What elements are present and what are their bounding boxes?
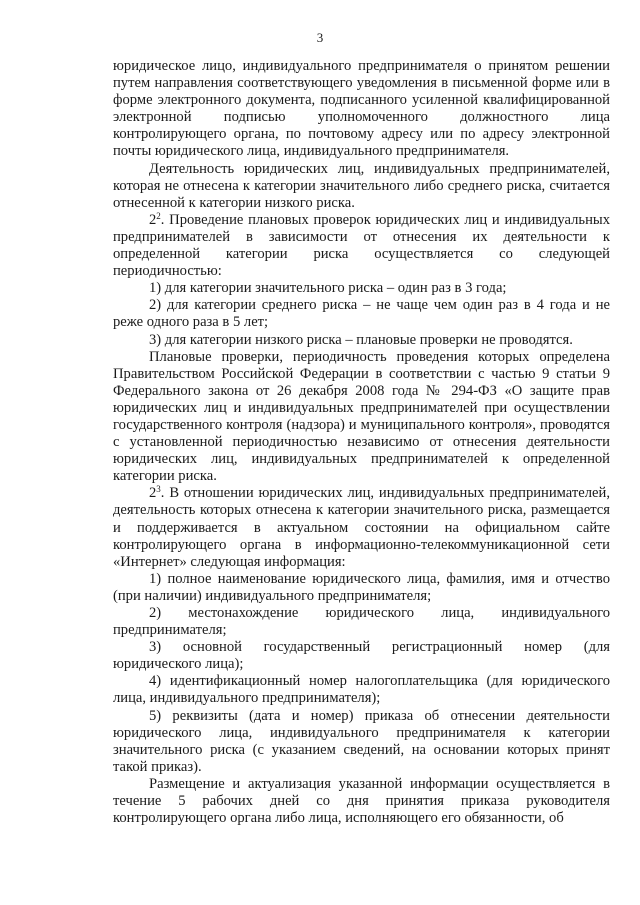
info-item-3: 3) основной государственный регистрационный номер (для юридического лица); xyxy=(113,639,610,673)
list-item-1: 1) для категории значительного риска – один раз в 3 года; xyxy=(149,280,507,297)
paragraph-notification: юридическое лицо, индивидуального предпринимателя о принятом решении путем направления соответствующего уведомления в письменной форме или в форме электронного документа, подписанного усиленной квалифицированной электронной подписью уполномоченного должностного лица контролирующего органа, по почтовому адресу или по адресу электронной почты юридического лица, индивидуального предпринимателя. xyxy=(113,58,610,160)
clause-text: . Проведение плановых проверок юридических лиц и индивидуальных предпринимателей в зависимости от отнесения их деятельности к определенной категории риска осуществляется со следующей периодичностью: xyxy=(113,211,610,280)
info-item-4: 4) идентификационный номер налогоплательщика (для юридического лица, индивидуального предпринимателя); xyxy=(113,673,610,707)
info-item-1: 1) полное наименование юридического лица, фамилия, имя и отчество (при наличии) индивидуального предпринимателя; xyxy=(113,570,610,604)
paragraph-planned-inspections: Плановые проверки, периодичность проведения которых определена Правительством Российской Федерации в соответствии с частью 9 статьи 9 Федерального закона от 26 декабря 2008 года № 294-ФЗ «О защите прав юридических лиц и индивидуальных предпринимателей при осуществлении государственного контроля (надзора) и муниципального контроля», проводятся с установленной периодичностью независимо от отнесения деятельности юридических лиц, индивидуальных предпринимателей к определенной категории риска. xyxy=(113,348,610,485)
clause-text: . В отношении юридических лиц, индивидуальных предпринимателей, деятельность которых отнесена к категории значительного риска, размещается и поддерживается в актуальном состоянии на официальном сайте контролирующего органа в информационно-телекоммуникационной сети «Интернет» следующая информация: xyxy=(113,485,610,570)
info-item-2: 2) местонахождение юридического лица, индивидуального предпринимателя; xyxy=(113,605,610,639)
clause-number: 2 xyxy=(149,485,157,502)
clause-number: 2 xyxy=(149,211,157,228)
page-number: 3 xyxy=(316,30,324,45)
clause-2-2 xyxy=(113,212,610,280)
clause-2-3 xyxy=(113,485,610,570)
paragraph-low-risk: Деятельность юридических лиц, индивидуальных предпринимателей, которая не отнесена к категории значительного либо среднего риска, считается отнесенной к категории низкого риска. xyxy=(113,160,610,211)
list-item-2: 2) для категории среднего риска – не чаще чем один раз в 4 года и не реже одного раза в 5 лет; xyxy=(113,297,610,331)
clause-superscript: 3 xyxy=(156,484,161,495)
paragraph-publication: Размещение и актуализация указанной информации осуществляется в течение 5 рабочих дней со дня принятия приказа руководителя контролирующего органа либо лица, исполняющего его обязанности, об xyxy=(113,775,610,827)
clause-superscript: 2 xyxy=(156,210,161,221)
list-item-3: 3) для категории низкого риска – плановые проверки не проводятся. xyxy=(149,331,573,348)
document-body xyxy=(113,58,610,827)
info-item-5: 5) реквизиты (дата и номер) приказа об отнесении деятельности юридического лица, индивидуального предпринимателя к категории значительного риска (с указанием сведений, на основании которых принят такой приказ). xyxy=(113,707,610,775)
